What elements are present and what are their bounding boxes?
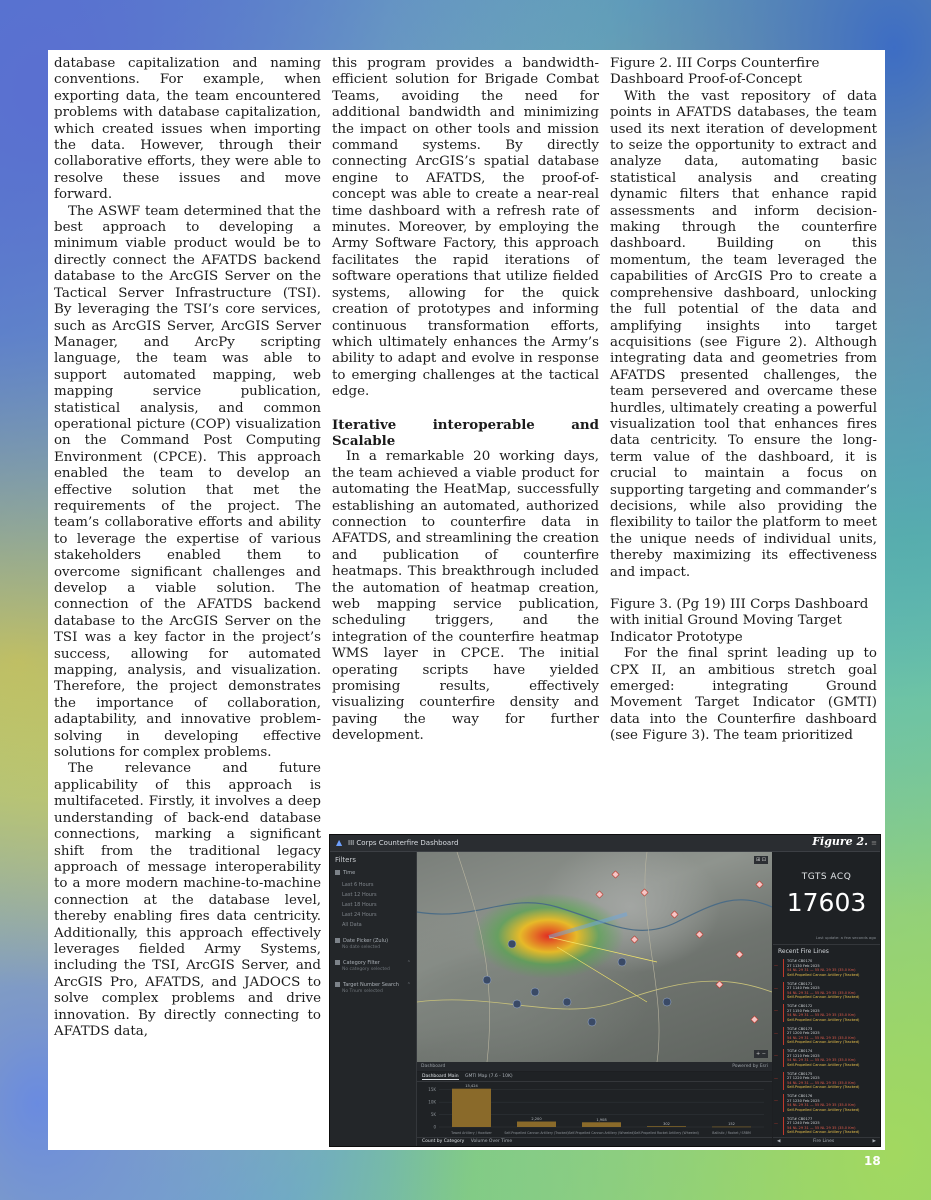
fire-line-grid: 54 NL 29 31 — 55 NL 29 35 (35.0 Km) bbox=[787, 1080, 856, 1085]
fire-line-time: 27 1220 Feb 2025 bbox=[787, 1076, 820, 1081]
filter-label: Target Number Search bbox=[343, 982, 399, 988]
filter-option[interactable] bbox=[342, 882, 420, 888]
cluster-marker bbox=[588, 1018, 596, 1026]
filter-status bbox=[342, 967, 420, 972]
fire-lines-pager-label: Fire Lines bbox=[813, 1139, 835, 1144]
fire-line-swatch: — bbox=[774, 985, 778, 991]
app-logo-icon: ▲ bbox=[336, 838, 343, 847]
y-tick-label: 0 bbox=[433, 1124, 436, 1130]
fire-line-id: TGT# CB0170 bbox=[787, 959, 813, 963]
fire-line-time: 27 1240 Feb 2025 bbox=[787, 1121, 820, 1126]
filters-panel bbox=[330, 852, 417, 1146]
recent-fire-lines-title: Recent Fire Lines bbox=[778, 948, 829, 955]
text-column-1 bbox=[54, 56, 321, 1040]
filter-option[interactable] bbox=[342, 902, 420, 908]
filter-icon bbox=[335, 938, 340, 943]
fire-line-grid: 54 NL 29 31 — 55 NL 29 35 (35.0 Km) bbox=[787, 1103, 856, 1108]
bar-value-label: 1,908 bbox=[596, 1117, 607, 1122]
fire-line-type: Self-Propelled Cannon Artillery (Tracked) bbox=[787, 1062, 860, 1067]
fire-line-time: 27 1140 Feb 2025 bbox=[787, 986, 820, 991]
counterfire-heatmap[interactable] bbox=[417, 852, 772, 1062]
filter-icon bbox=[335, 982, 340, 987]
filter-option[interactable] bbox=[342, 922, 420, 928]
target-marker bbox=[671, 911, 678, 918]
cluster-marker bbox=[531, 988, 539, 996]
fire-line bbox=[549, 937, 657, 962]
fire-line-id: TGT# CB0172 bbox=[787, 1004, 813, 1008]
fire-line-item[interactable] bbox=[774, 959, 873, 977]
text-column-2 bbox=[332, 56, 599, 745]
road-line bbox=[457, 852, 490, 1062]
filter-label: Category Filter bbox=[343, 960, 380, 966]
cluster-marker bbox=[618, 958, 626, 966]
filter-label: Last 24 Hours bbox=[342, 912, 377, 918]
x-tick-label: Ballistic / Rocket / SRBM bbox=[712, 1131, 751, 1135]
fire-line-swatch: — bbox=[774, 1030, 778, 1036]
fire-line-type: Self-Propelled Cannon Artillery (Tracked) bbox=[787, 1017, 860, 1022]
paragraph: The ASWF team determined that the best approach to developing a minimum viable product would be to directly connect the AFATDS backend database to the ArcGIS Server on the Tactical Server Infrastructure (TSI). By leveraging the TSI’s core services, such as ArcGIS Server, ArcGIS Server Manager, and ArcPy scripting language, the team was able to support automated mapping, web mapping service publication, statistical analysis, and common operational picture (COP) visualization on the Command Post Computing Environment (CPCE). This approach enabled the team to develop an effective solution that met the requirements of the project. The team’s collaborative efforts and ability to leverage the expertise of various stakeholders enabled them to overcome significant challenges and develop a viable solution. The connection of the AFATDS backend database to the ArcGIS Server on the TSI was a key factor in the project’s success, allowing for automated mapping, analysis, and visualization. Therefore, the project demonstrates the importance of collaboration, adaptability, and innovative problem-solving in developing effective solutions for complex problems. bbox=[54, 203, 321, 761]
fire-line-grid: 54 NL 29 31 — 55 NL 29 35 (35.0 Km) bbox=[787, 968, 856, 973]
fire-line-id: TGT# CB0175 bbox=[787, 1071, 813, 1076]
filter-status bbox=[342, 989, 420, 994]
paragraph: With the vast repository of data points in AFATDS databases, the team used its next iteration of development to seize the opportunity to extract and analyze data, automating basic statistical analysis and creating dynamic filters that enhance rapid assessments and inform decision-making through the counterfire dashboard. Building on this momentum, the team leveraged the capabilities of ArcGIS Pro to create a comprehensive dashboard, unlocking the full potential of the data and amplifying insights into target acquisitions (see Figure 2). Although integrating data and geometries from AFATDS presented challenges, the team persevered and overcame these hurdles, ultimately creating a powerful visualization tool that enhances fires data centricity. To ensure the long-term value of the dashboard, it is crucial to maintain a focus on supporting targeting and commander’s decisions, while also providing the flexibility to tailor the platform to meet the unique needs of individual units, thereby maximizing its effectiveness and impact. bbox=[610, 88, 877, 580]
paragraph: this program provides a bandwidth-efficient solution for Brigade Combat Teams, avoiding the need for additional bandwidth and minimizing the impact on other tools and mission command systems. By directly connecting ArcGIS’s spatial database engine to AFATDS, the proof-of-concept was able to create a near-real time dashboard with a refresh rate of minutes. Moreover, by employing the Army Software Factory, this approach facilitates the rapid iterations of software operations that utilize fielded systems, allowing for the quick creation of prototypes and informing continuous transformation efforts, which ultimately enhances the Army’s ability to adapt and evolve in response to emerging challenges at the tactical edge. bbox=[332, 56, 599, 400]
fire-line-time: 27 1130 Feb 2025 bbox=[787, 963, 820, 968]
figure-caption: Figure 3. (Pg 19) III Corps Dashboard with initial Ground Moving Target Indicator Prototype bbox=[610, 597, 869, 645]
filter-label: No Tnum selected bbox=[342, 989, 383, 994]
target-marker bbox=[596, 891, 603, 898]
text-column-3 bbox=[610, 56, 877, 745]
y-tick-label: 15K bbox=[428, 1087, 436, 1093]
paragraph: For the final sprint leading up to CPX II, an ambitious stretch goal emerged: integrating Ground Movement Target Indicator (GMTI) data into the Counterfire dashboard (see Figure 3). The team prioritized bbox=[610, 646, 877, 744]
bar bbox=[647, 1126, 686, 1127]
tgts-acq-label: TGTS ACQ bbox=[801, 872, 852, 882]
filter-option[interactable] bbox=[342, 912, 420, 918]
chart-tabs bbox=[417, 1137, 772, 1146]
x-tick-label: Towed Artillery / Howitzer bbox=[451, 1131, 492, 1135]
fire-line-time: 27 1210 Feb 2025 bbox=[787, 1053, 820, 1058]
fire-line-id: TGT# CB0177 bbox=[787, 1116, 813, 1121]
cluster-marker bbox=[508, 940, 516, 948]
recent-fire-lines-panel bbox=[773, 945, 880, 1146]
fire-line-grid: 54 NL 29 31 — 55 NL 29 35 (35.0 Km) bbox=[787, 1058, 856, 1063]
last-update-text: Last update: a few seconds ago bbox=[815, 935, 876, 940]
map-overlay bbox=[417, 852, 772, 1062]
filter-label: Last 18 Hours bbox=[342, 902, 377, 908]
count-by-category-panel bbox=[417, 1072, 772, 1146]
fire-line-swatch: — bbox=[774, 1008, 778, 1013]
paragraph: The relevance and future applicability of this approach is multifaceted. Firstly, it involves a deep understanding of back-end database connections, marking a significant shift from the traditional legacy approach of message interoperability to a more modern machine-to-machine connection at the database level, thereby enabling fires data centricity. Additionally, this approach effectively leverages fielded Army Systems, including the TSI, ArcGIS Server, and ArcGIS Pro, AFATDS, and JADOCS to solve complex problems and drive innovation. By directly connecting to AFATDS data, bbox=[54, 761, 321, 1039]
fire-line-item[interactable] bbox=[774, 1116, 873, 1135]
fire-line-id: TGT# CB0176 bbox=[787, 1094, 813, 1098]
target-marker bbox=[736, 951, 743, 958]
fire-line-item[interactable] bbox=[774, 1071, 873, 1090]
fire-line-time: 27 1200 Feb 2025 bbox=[787, 1031, 820, 1036]
target-marker bbox=[696, 931, 703, 938]
bar-value-label: 152 bbox=[728, 1122, 735, 1127]
fire-line-item[interactable] bbox=[774, 981, 873, 1000]
dashboard-header bbox=[330, 835, 880, 852]
page-number: 18 bbox=[864, 1154, 881, 1168]
y-tick-label: 5K bbox=[430, 1112, 436, 1118]
fire-line-id: TGT# CB0174 bbox=[787, 1049, 813, 1053]
fire-line-id: TGT# CB0173 bbox=[787, 1026, 813, 1031]
fire-line-time: 27 1150 Feb 2025 bbox=[787, 1008, 820, 1013]
paragraph: In a remarkable 20 working days, the team achieved a viable product for automating the HeatMap, successfully establishing an automated, authorized connection to counterfire data in AFATDS, and streamlining the creation and publication of counterfire heatmaps. This breakthrough included the automation of heatmap creation, web mapping service publication, scheduling triggers, and the integration of the counterfire heatmap WMS layer in CPCE. The initial operating scripts have yielded promising results, effectively visualizing counterfire density and paving the way for further development. bbox=[332, 449, 599, 744]
category-bar-chart bbox=[417, 1082, 772, 1137]
filter-label: No category selected bbox=[342, 967, 390, 972]
fire-line-item[interactable] bbox=[774, 1026, 873, 1045]
bar-value-label: 2,200 bbox=[531, 1117, 542, 1122]
filter-label: No date selected bbox=[342, 945, 381, 950]
fire-line-type: Self-Propelled Cannon Artillery (Tracked) bbox=[787, 1107, 860, 1112]
bar bbox=[712, 1127, 751, 1128]
tgts-acq-value: 17603 bbox=[786, 888, 867, 917]
target-marker bbox=[612, 871, 619, 878]
bar-value-label: 15,424 bbox=[465, 1084, 478, 1089]
next-page-icon[interactable]: ▶ bbox=[872, 1139, 876, 1144]
paragraph: database capitalization and naming conventions. For example, when exporting data, the team encountered problems with database capitalization, which created issues when importing the data. However, through their collaborative efforts, they were able to resolve these issues and move forward. bbox=[54, 56, 321, 203]
filter-icon bbox=[335, 870, 340, 875]
fire-line-time: 27 1230 Feb 2025 bbox=[787, 1098, 820, 1103]
fire-line-item[interactable] bbox=[774, 1094, 873, 1112]
map-zoom-controls[interactable]: + − bbox=[756, 1051, 766, 1057]
fire-line-type: Self-Propelled Cannon Artillery (Tracked) bbox=[787, 1130, 860, 1135]
cluster-marker bbox=[663, 998, 671, 1006]
fire-line-grid: 54 NL 29 31 — 55 NL 29 35 (35.0 Km) bbox=[787, 1013, 856, 1018]
filters-title: Filters bbox=[335, 856, 356, 864]
fire-line-type: Self-Propelled Cannon Artillery (Tracked) bbox=[787, 995, 860, 1000]
map-attribution: Powered by Esri bbox=[732, 1064, 768, 1069]
filter-label: All Data bbox=[342, 922, 362, 928]
map-attribution-bar bbox=[417, 1062, 772, 1071]
chevron-icon: ⌃ bbox=[406, 960, 411, 966]
target-marker bbox=[641, 889, 648, 896]
x-tick-label: Self-Propelled Cannon Artillery (Tracked) bbox=[504, 1131, 569, 1135]
fire-line-swatch: — bbox=[774, 963, 778, 968]
map-layer-controls[interactable]: ⊞ ⊡ bbox=[756, 857, 766, 863]
bar bbox=[517, 1122, 556, 1127]
targets-acquired-card bbox=[773, 852, 880, 945]
menu-icon[interactable]: ≡ bbox=[871, 839, 877, 847]
fire-line-type: Self-Propelled Cannon Artillery (Tracked) bbox=[787, 1040, 860, 1045]
target-marker bbox=[631, 936, 638, 943]
bar-value-label: 302 bbox=[663, 1121, 670, 1126]
bar bbox=[452, 1089, 491, 1127]
cluster-marker bbox=[513, 1000, 521, 1008]
figure-label: Figure 2. bbox=[812, 835, 868, 848]
bar bbox=[582, 1122, 621, 1127]
filter-status bbox=[342, 945, 420, 950]
fire-line-swatch: — bbox=[774, 1120, 778, 1126]
figure-2-dashboard bbox=[329, 834, 881, 1147]
fire-line-swatch: — bbox=[774, 1053, 778, 1058]
fire-line-swatch: — bbox=[774, 1075, 778, 1081]
filter-label: Time bbox=[343, 870, 356, 876]
fire-line-item[interactable] bbox=[774, 1004, 873, 1022]
river-line bbox=[417, 900, 772, 931]
tab-dashboard-main[interactable]: Dashboard Main bbox=[422, 1074, 459, 1079]
filter-label: Last 6 Hours bbox=[342, 882, 374, 888]
filter-group[interactable] bbox=[335, 938, 413, 944]
section-heading: Iterative interoperable and Scalable bbox=[332, 416, 599, 449]
fire-line-swatch: — bbox=[774, 1098, 778, 1103]
article-page bbox=[48, 50, 885, 1150]
map-dashboard-label: Dashboard bbox=[421, 1064, 446, 1069]
tab-volume-over-time[interactable]: Volume Over Time bbox=[470, 1139, 513, 1144]
fire-lines-pager bbox=[773, 1137, 880, 1146]
figure-caption: Figure 2. III Corps Counterfire Dashboard Proof-of-Concept bbox=[610, 56, 820, 88]
filter-label: Last 12 Hours bbox=[342, 892, 377, 898]
tab-count-by-category[interactable]: Count by Category bbox=[422, 1139, 465, 1144]
chevron-icon: ⌃ bbox=[406, 982, 411, 988]
filter-group[interactable] bbox=[335, 960, 413, 966]
target-marker bbox=[751, 1016, 758, 1023]
bottom-tabs bbox=[417, 1072, 772, 1082]
prev-page-icon[interactable]: ◀ bbox=[777, 1139, 781, 1144]
filter-group[interactable] bbox=[335, 870, 413, 876]
x-tick-label: Self-Propelled Cannon Artillery (Wheeled) bbox=[568, 1131, 635, 1135]
fire-line-item[interactable] bbox=[774, 1049, 873, 1067]
cluster-marker bbox=[483, 976, 491, 984]
fire-line bbox=[557, 947, 647, 1002]
fire-line-grid: 54 NL 29 31 — 55 NL 29 35 (35.0 Km) bbox=[787, 1035, 856, 1040]
filter-option[interactable] bbox=[342, 892, 420, 898]
fire-line-id: TGT# CB0171 bbox=[787, 981, 813, 986]
road-line bbox=[645, 852, 659, 1062]
fire-line-grid: 54 NL 29 31 — 55 NL 29 35 (35.0 Km) bbox=[787, 990, 856, 995]
fire-line-type: Self-Propelled Cannon Artillery (Tracked) bbox=[787, 1085, 860, 1090]
x-tick-label: Self-Propelled Rocket Artillery (Wheeled) bbox=[634, 1131, 699, 1135]
filter-group[interactable] bbox=[335, 982, 413, 988]
cluster-marker bbox=[563, 998, 571, 1006]
target-marker bbox=[756, 881, 763, 888]
filter-label: Date Picker (Zulu) bbox=[343, 938, 389, 944]
y-tick-label: 10K bbox=[428, 1099, 436, 1105]
dashboard-title: III Corps Counterfire Dashboard bbox=[348, 839, 459, 847]
fire-line-type: Self-Propelled Cannon Artillery (Tracked) bbox=[787, 972, 860, 977]
target-marker bbox=[716, 981, 723, 988]
fire-line-grid: 54 NL 29 31 — 55 NL 29 35 (35.0 Km) bbox=[787, 1125, 856, 1130]
tab-gmti-map[interactable]: GMTI Map (7.6 - 10K) bbox=[465, 1074, 513, 1079]
filter-icon bbox=[335, 960, 340, 965]
